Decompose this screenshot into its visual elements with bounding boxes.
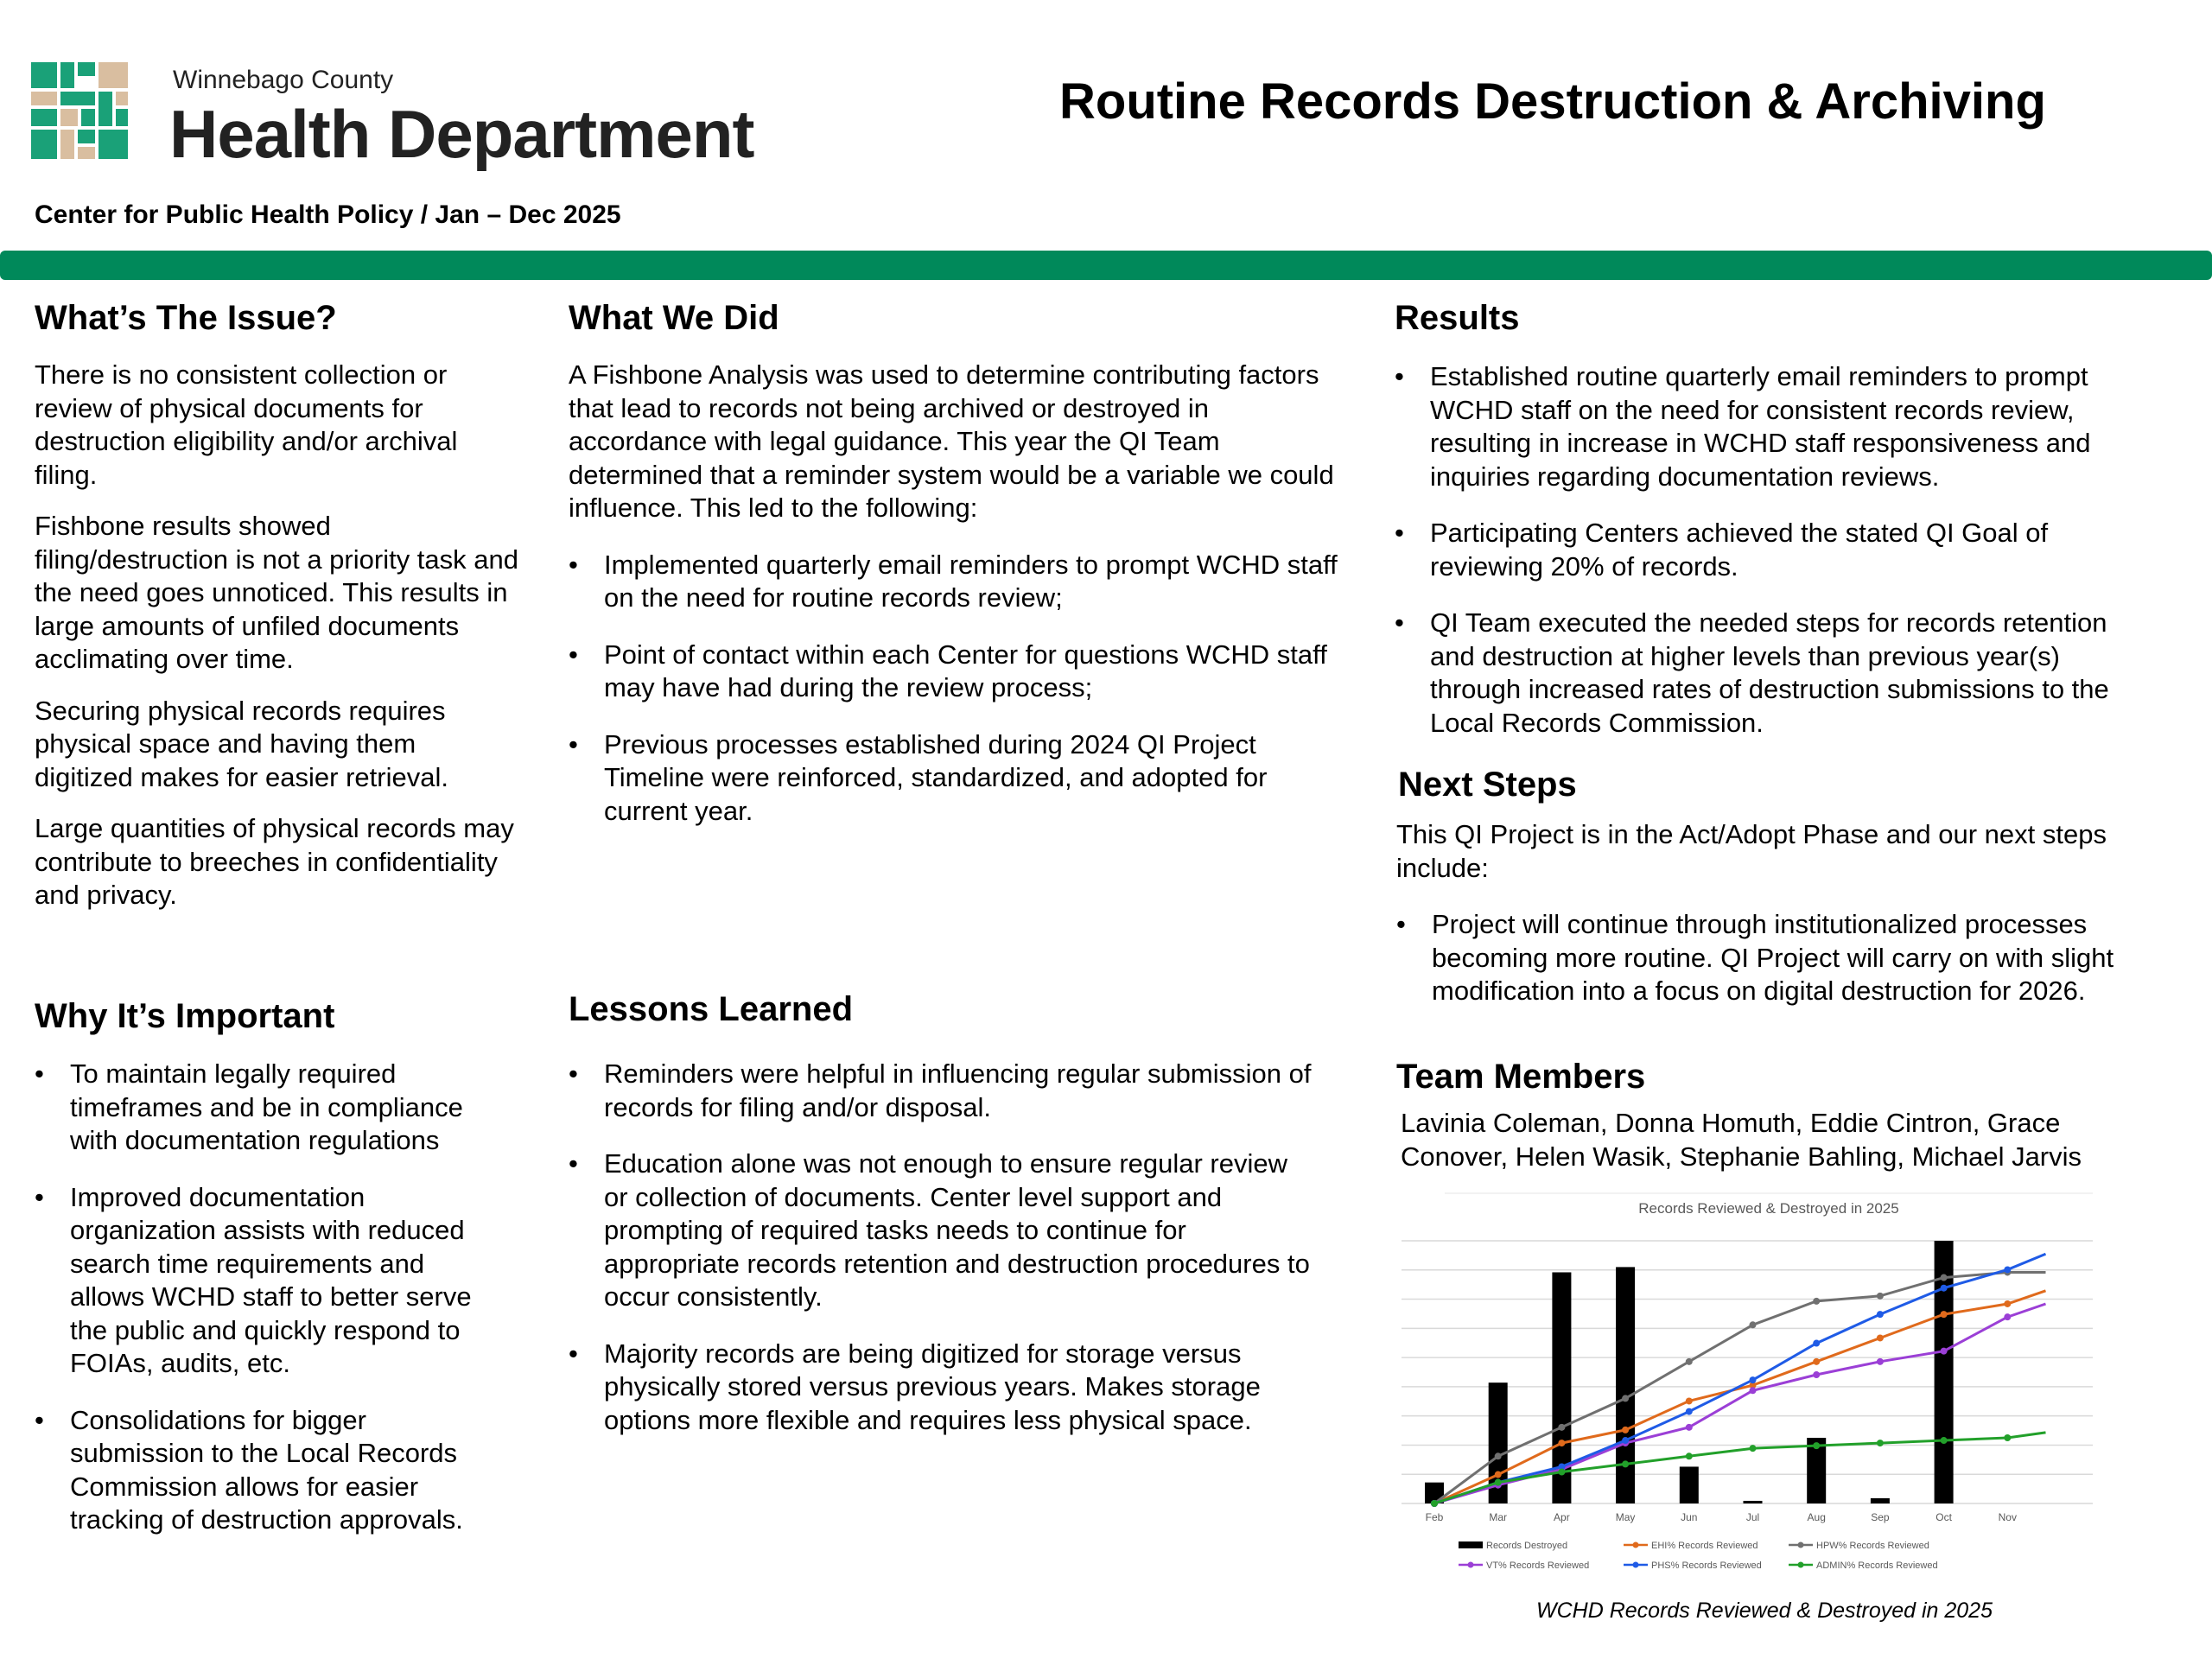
chart-point xyxy=(1622,1427,1629,1433)
chart-point xyxy=(1813,1442,1820,1449)
list-item: • Project will continue through institutionalized processes becoming more routine. QI Project will carry on with slight modification into a focus on digital destruction for 2026. xyxy=(1396,908,2157,1008)
header-divider-bar xyxy=(0,251,2212,280)
logo-county-text: Winnebago County xyxy=(173,66,394,94)
chart-point xyxy=(1495,1452,1502,1459)
list-item: • Education alone was not enough to ensure regular review or collection of documents. Center level support and prompting of required tasks needs to continue for appropriate records retention and destruction procedures to occur consistently. xyxy=(569,1147,1312,1314)
x-tick-label: Sep xyxy=(1871,1511,1890,1523)
list-item: • Reminders were helpful in influencing regular submission of records for filing and/or disposal. xyxy=(569,1058,1312,1124)
chart-point xyxy=(1750,1321,1757,1328)
legend-label: VT% Records Reviewed xyxy=(1486,1560,1590,1571)
x-tick-label: Mar xyxy=(1489,1511,1508,1523)
issue-text xyxy=(35,359,518,931)
chart-point xyxy=(1558,1469,1565,1476)
chart-point xyxy=(1941,1274,1948,1281)
legend-label: EHI% Records Reviewed xyxy=(1651,1541,1758,1551)
chart-point xyxy=(1941,1285,1948,1292)
chart-point xyxy=(1686,1408,1693,1415)
chart-point xyxy=(2004,1266,2011,1273)
chart-point xyxy=(1877,1334,1884,1341)
chart-point xyxy=(1877,1293,1884,1300)
legend-marker xyxy=(1633,1542,1639,1548)
what-we-did-text xyxy=(569,359,1351,851)
chart-point xyxy=(2004,1313,2011,1320)
list-item: • Participating Centers achieved the stated QI Goal of reviewing 20% of records. xyxy=(1395,517,2148,583)
chart-point xyxy=(1686,1424,1693,1431)
chart-point xyxy=(1941,1348,1948,1355)
chart-point xyxy=(1686,1397,1693,1404)
results-heading: Results xyxy=(1395,299,1520,337)
what-we-did-intro: A Fishbone Analysis was used to determine contributing factors that lead to records not being archived or destroyed in accordance with legal guidance. This year the QI Team determined that a reminder system would be a variable we could influence. This led to the following: xyxy=(569,359,1334,523)
chart-point xyxy=(1813,1358,1820,1365)
issue-paragraph: There is no consistent collection or review of physical documents for destruction eligibility and/or archival filing. xyxy=(35,359,458,490)
issue-paragraph: Securing physical records requires physical space and having them digitized makes for easier retrieval. xyxy=(35,695,448,792)
chart-point xyxy=(1941,1437,1948,1444)
x-tick-label: Feb xyxy=(1425,1511,1444,1523)
x-tick-label: Apr xyxy=(1554,1511,1570,1523)
chart-point xyxy=(1622,1437,1629,1444)
list-item: • To maintain legally required timeframes and be in compliance with documentation regulations xyxy=(35,1058,505,1158)
what-we-did-heading: What We Did xyxy=(569,299,779,337)
list-item: • Point of contact within each Center for questions WCHD staff may have had during the review process; xyxy=(569,639,1351,705)
legend-label: HPW% Records Reviewed xyxy=(1816,1541,1929,1551)
issue-paragraph: Large quantities of physical records may contribute to breeches in confidentiality and privacy. xyxy=(35,813,514,910)
chart-point xyxy=(1750,1387,1757,1394)
chart-point xyxy=(1877,1311,1884,1318)
lessons-heading: Lessons Learned xyxy=(569,990,854,1028)
team-names: Lavinia Coleman, Donna Homuth, Eddie Cintron, Grace Conover, Helen Wasik, Stephanie Bahling, Michael Jarvis xyxy=(1401,1108,2082,1172)
legend-swatch xyxy=(1459,1541,1483,1548)
list-item: • Established routine quarterly email reminders to prompt WCHD staff on the need for consistent records review, resulting in increase in WCHD staff responsiveness and inquiries regarding documentation reviews. xyxy=(1395,360,2148,493)
legend-label: ADMIN% Records Reviewed xyxy=(1816,1560,1938,1571)
chart-point xyxy=(1877,1358,1884,1365)
lessons-list xyxy=(569,1058,1312,1460)
chart-bar xyxy=(1680,1466,1699,1503)
results-list xyxy=(1395,360,2148,763)
logo-department-text: Health Department xyxy=(169,96,754,172)
x-tick-label: Jul xyxy=(1745,1511,1760,1523)
x-tick-label: Jun xyxy=(1681,1511,1698,1523)
chart-point xyxy=(1622,1460,1629,1467)
issue-paragraph: Fishbone results showed filing/destruction is not a priority task and the need goes unnoticed. This results in large amounts of unfiled documents acclimating over time. xyxy=(35,511,518,674)
chart-caption: WCHD Records Reviewed & Destroyed in 2025 xyxy=(1536,1599,1993,1623)
chart-point xyxy=(1495,1471,1502,1478)
chart-point xyxy=(1558,1424,1565,1431)
chart-point xyxy=(2004,1434,2011,1441)
legend-label: PHS% Records Reviewed xyxy=(1651,1560,1762,1571)
chart-point xyxy=(1622,1395,1629,1402)
legend-label: Records Destroyed xyxy=(1486,1541,1568,1551)
chart-title: Records Reviewed & Destroyed in 2025 xyxy=(1638,1200,1899,1217)
list-item: • Previous processes established during 2024 QI Project Timeline were reinforced, standardized, and adopted for current year. xyxy=(569,728,1351,829)
chart-point xyxy=(1495,1479,1502,1486)
chart-point xyxy=(1877,1440,1884,1446)
legend-marker xyxy=(1798,1562,1804,1568)
next-steps-heading: Next Steps xyxy=(1398,766,1577,804)
poster-subtitle: Center for Public Health Policy / Jan – Dec 2025 xyxy=(35,200,621,229)
list-item: • Implemented quarterly email reminders to prompt WCHD staff on the need for routine records review; xyxy=(569,549,1351,615)
chart-bar xyxy=(1616,1267,1635,1503)
chart-point xyxy=(1431,1500,1438,1507)
chart-point xyxy=(1558,1440,1565,1446)
list-item: • Majority records are being digitized for storage versus physically stored versus previous years. Makes storage options more flexible and requires less physical space. xyxy=(569,1338,1312,1438)
chart-point xyxy=(1686,1358,1693,1365)
list-item: • Consolidations for bigger submission to the Local Records Commission allows for easier tracking of destruction approvals. xyxy=(35,1404,505,1537)
x-tick-label: May xyxy=(1615,1511,1636,1523)
x-tick-label: Oct xyxy=(1936,1511,1952,1523)
team-heading: Team Members xyxy=(1396,1058,1646,1096)
chart-point xyxy=(1813,1298,1820,1305)
chart-point xyxy=(2004,1300,2011,1307)
x-tick-label: Nov xyxy=(1998,1511,2017,1523)
chart-bar xyxy=(1871,1498,1890,1503)
important-list xyxy=(35,1058,505,1560)
chart-point xyxy=(1686,1452,1693,1459)
chart-point xyxy=(1813,1340,1820,1347)
records-chart xyxy=(1402,1189,2093,1578)
next-steps-intro: This QI Project is in the Act/Adopt Phase and our next steps include: xyxy=(1396,819,2107,883)
chart-point xyxy=(1941,1311,1948,1318)
records-chart-svg xyxy=(1402,1189,2093,1578)
legend-marker xyxy=(1633,1562,1639,1568)
chart-point xyxy=(1750,1445,1757,1452)
x-tick-label: Aug xyxy=(1807,1511,1826,1523)
chart-point xyxy=(1813,1371,1820,1378)
important-heading: Why It’s Important xyxy=(35,997,335,1035)
chart-bar xyxy=(1744,1501,1763,1503)
legend-marker xyxy=(1798,1542,1804,1548)
health-department-logo-icon xyxy=(31,62,128,159)
next-steps-text xyxy=(1396,818,2157,1032)
list-item: • Improved documentation organization assists with reduced search time requirements and allows WCHD staff to better serve the public and quickly respond to FOIAs, audits, etc. xyxy=(35,1181,505,1381)
legend-marker xyxy=(1468,1562,1474,1568)
poster-title: Routine Records Destruction & Archiving xyxy=(1059,73,2046,130)
list-item: • QI Team executed the needed steps for records retention and destruction at higher levels than previous year(s) through increased rates of destruction submissions to the Local Records Commission. xyxy=(1395,607,2148,740)
chart-point xyxy=(1750,1376,1757,1383)
issue-heading: What’s The Issue? xyxy=(35,299,337,337)
